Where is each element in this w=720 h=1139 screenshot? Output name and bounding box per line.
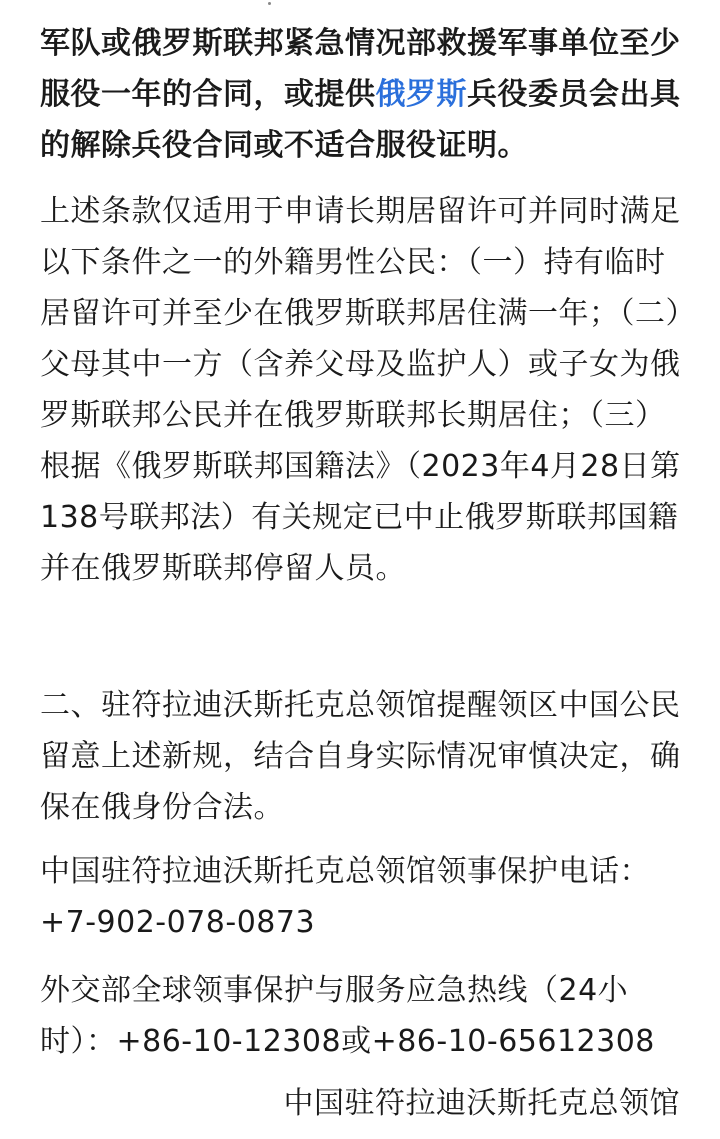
paragraph-contract-requirement bbox=[40, 18, 690, 171]
paragraph-consulate-reminder: 二、驻符拉迪沃斯托克总领馆提醒领区中国公民留意上述新规，结合自身实际情况审慎决定，确保在俄身份合法。 bbox=[40, 688, 681, 825]
paragraph-text-after-link: 兵役委员会出具的解除兵役合同或不适合服役证明。 bbox=[40, 77, 681, 163]
paragraph-consular-protection-phone bbox=[40, 846, 690, 948]
russia-link[interactable]: 俄罗斯 bbox=[375, 77, 467, 112]
consular-phone-number[interactable]: +7-902-078-0873 bbox=[40, 905, 316, 940]
paragraph-text-before-link: 军队或俄罗斯联邦紧急情况部救援军事单位至少服役一年的合同，或提供 bbox=[40, 26, 681, 112]
signature-consulate: 中国驻符拉迪沃斯托克总领馆 bbox=[283, 1086, 680, 1121]
paragraph-global-hotline: 外交部全球领事保护与服务应急热线（24小时）：+86-10-12308或+86-10-65612308 bbox=[40, 973, 655, 1059]
paragraph-applicability-conditions: 上述条款仅适用于申请长期居留许可并同时满足以下条件之一的外籍男性公民：（一）持有临时居留许可并至少在俄罗斯联邦居住满一年；（二）父母其中一方（含养父母及监护人）或子女为俄罗斯联邦公民并在俄罗斯联邦长期居住；（三）根据《俄罗斯联邦国籍法》（2023年4月28日第138号联邦法）有关规定已中止俄罗斯联邦国籍并在俄罗斯联邦停留人员。 bbox=[40, 194, 681, 586]
top-edge-dot bbox=[268, 2, 271, 5]
consular-phone-label: 中国驻符拉迪沃斯托克总领馆领事保护电话： bbox=[40, 854, 650, 889]
